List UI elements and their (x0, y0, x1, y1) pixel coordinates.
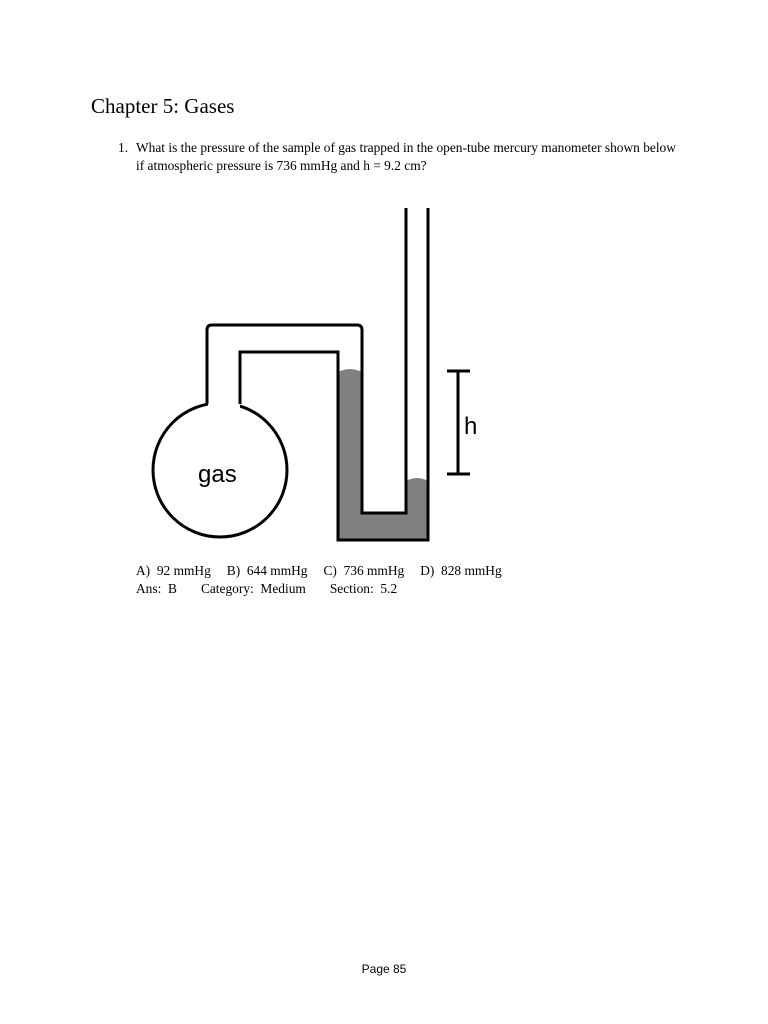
choice-b: B) 644 mmHg (226, 563, 308, 578)
answer-info (136, 580, 421, 598)
chapter-title: Chapter 5: Gases (91, 94, 235, 118)
manometer-diagram (140, 200, 540, 560)
question-number: 1. (118, 140, 129, 155)
page-number: Page 85 (361, 962, 407, 976)
choice-a: A) 92 mmHg (136, 563, 211, 578)
choice-c: C) 736 mmHg (323, 563, 405, 578)
answer-choices (136, 562, 518, 580)
question-text: What is the pressure of the sample of gas trapped in the open-tube mercury manometer shown below if atmospheric pressure is 736 mmHg and h = 9.2 cm? (136, 140, 676, 173)
choice-d: D) 828 mmHg (420, 563, 502, 578)
answer-key: Ans: B (136, 581, 177, 596)
answer-section: Section: 5.2 (329, 581, 398, 596)
height-label: h (464, 413, 478, 440)
gas-label: gas (198, 461, 237, 488)
answer-category: Category: Medium (200, 581, 306, 596)
